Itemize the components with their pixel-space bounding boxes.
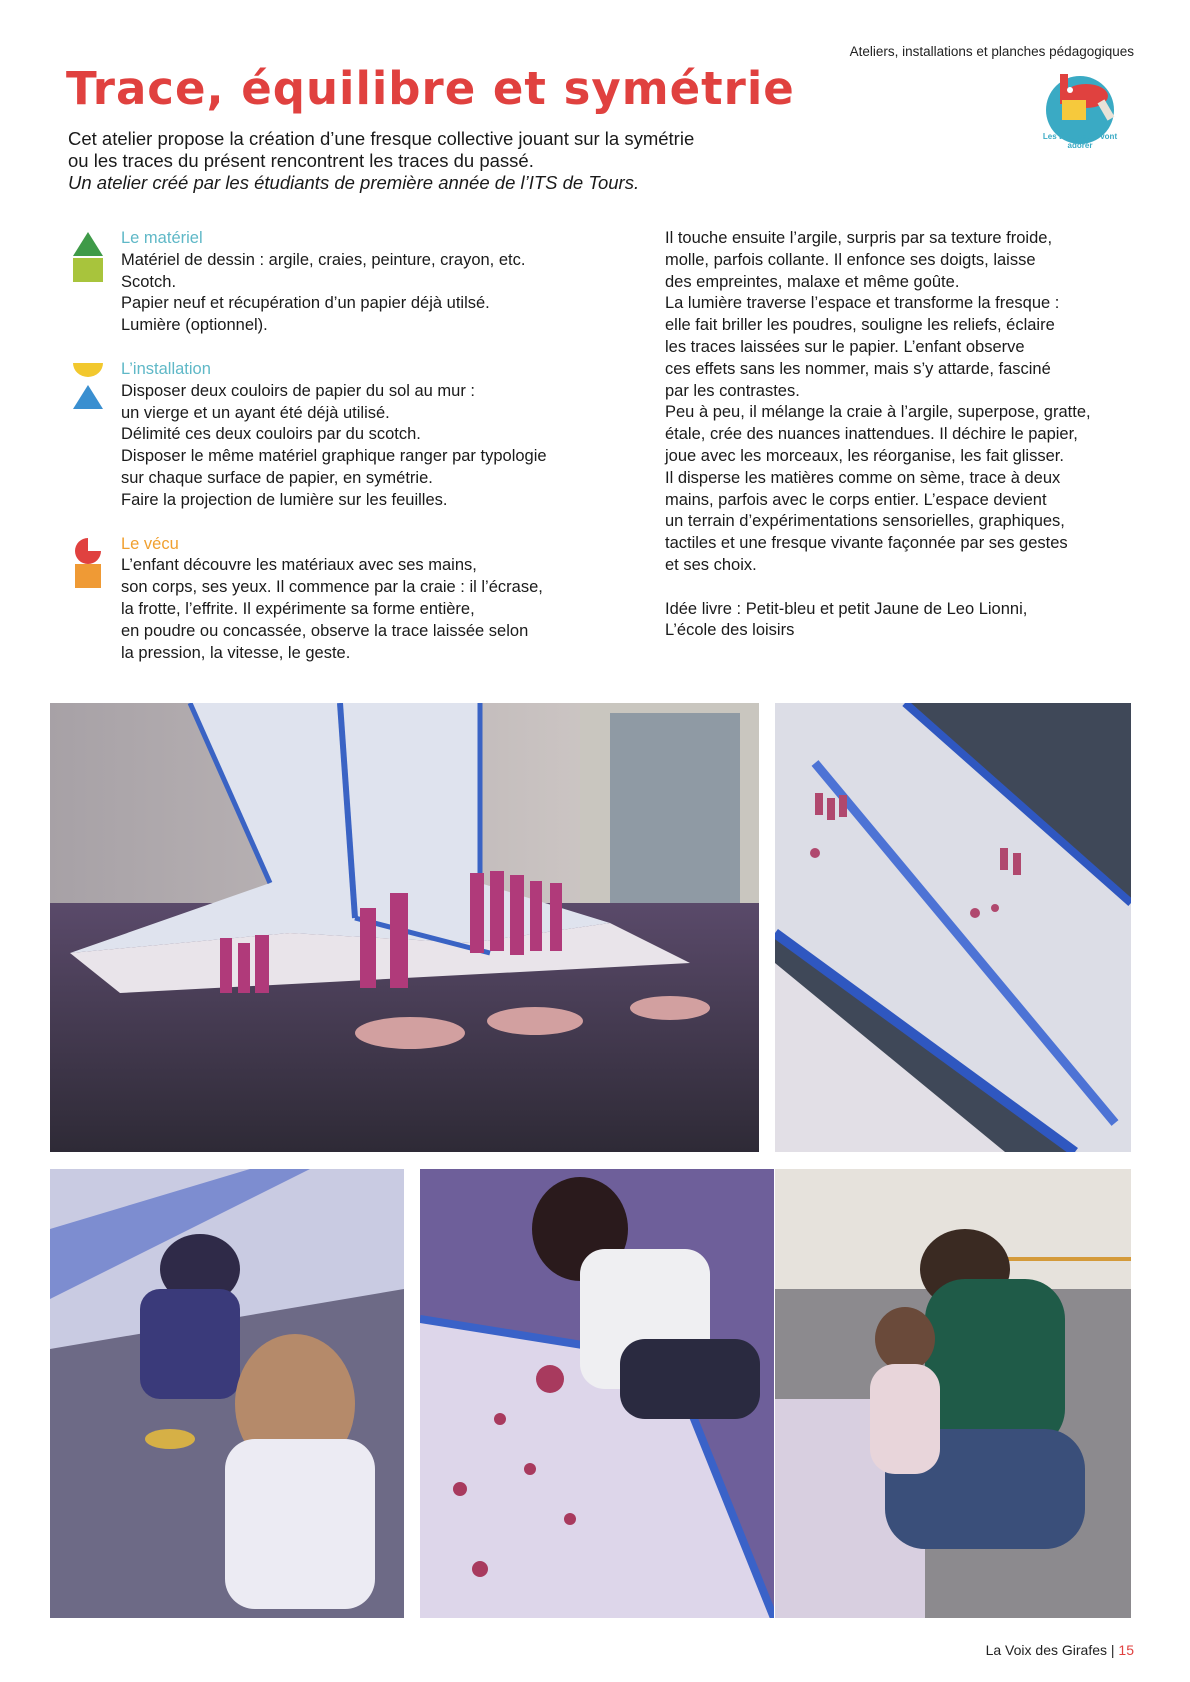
body-line: elle fait briller les poudres, souligne les reliefs, éclaire: [665, 316, 1055, 335]
intro-credit: Un atelier créé par les étudiants de première année de l’ITS de Tours.: [68, 172, 640, 193]
installation-line: Disposer le même matériel graphique ranger par typologie: [121, 447, 547, 466]
materiel-line: Matériel de dessin : argile, craies, peinture, crayon, etc.: [121, 250, 526, 269]
body-line: mains, parfois avec le corps entier. L’espace devient: [665, 490, 1047, 509]
body-line: molle, parfois collante. Il enfonce ses doigts, laisse: [665, 250, 1036, 269]
body-line: les traces laissées sur le papier. L’enfant observe: [665, 337, 1025, 356]
intro: [68, 128, 708, 194]
page-title: Trace, équilibre et symétrie: [66, 62, 795, 115]
installation-line: sur chaque surface de papier, en symétrie.: [121, 468, 433, 487]
materiel-line: Papier neuf et récupération d’un papier déjà utilsé.: [121, 294, 490, 313]
body-line: tactiles et une fresque vivante façonnée par ses gestes: [665, 534, 1068, 553]
body-line: et ses choix.: [665, 555, 757, 574]
body-line: par les contrastes.: [665, 381, 800, 400]
materiel-line: Scotch.: [121, 272, 177, 291]
page-number: 15: [1118, 1642, 1134, 1658]
body-line: La lumière traverse l’espace et transforme la fresque :: [665, 294, 1060, 313]
body-line: des empreintes, malaxe et même goûte.: [665, 272, 960, 291]
body-line: Il disperse les matières comme on sème, trace à deux: [665, 468, 1061, 487]
photo-installation-wide: [50, 703, 759, 1152]
installation-line: Délimité ces deux couloirs par du scotch.: [121, 425, 421, 444]
installation-line: Disposer deux couloirs de papier du sol au mur :: [121, 381, 476, 400]
vecu-line: en poudre ou concassée, observe la trace laissée selon: [121, 621, 529, 640]
book-idea-line: Idée livre : Petit-bleu et petit Jaune de Leo Lionni,: [665, 599, 1028, 618]
body-line: Il touche ensuite l’argile, surpris par sa texture froide,: [665, 229, 1053, 247]
circle-square-icon: [73, 538, 103, 592]
materiel-heading: Le matériel: [121, 229, 203, 247]
materiel-block: [121, 228, 641, 337]
page-footer: [986, 1642, 1134, 1658]
badge-text: Les tout-petits vont adorer: [1042, 132, 1118, 150]
vecu-line: L’enfant découvre les matériaux avec ses mains,: [121, 556, 477, 575]
section-label: Ateliers, installations et planches pédagogiques: [849, 44, 1134, 59]
photo-children-backview: [50, 1169, 404, 1618]
intro-text: Cet atelier propose la création d’une fresque collective jouant sur la symétrie ou les traces du présent rencontrent les traces du passé.: [68, 128, 695, 171]
body-line: étale, crée des nuances inattendues. Il déchire le papier,: [665, 425, 1078, 444]
left-column: [121, 228, 641, 686]
triangle-square-icon: [73, 232, 103, 286]
body-line: joue avec les morceaux, les réorganise, les fait glisser.: [665, 446, 1064, 465]
body-line: un terrain d’expérimentations sensorielles, graphiques,: [665, 512, 1065, 531]
materiel-line: Lumière (optionnel).: [121, 316, 268, 335]
vecu-line: son corps, ses yeux. Il commence par la craie : il l’écrase,: [121, 578, 543, 597]
installation-line: un vierge et un ayant été déjà utilisé.: [121, 403, 390, 422]
photo-child-drawing: [420, 1169, 774, 1618]
magazine-name: La Voix des Girafes |: [985, 1642, 1115, 1658]
vecu-heading: Le vécu: [121, 534, 179, 553]
vecu-line: la frotte, l’effrite. Il expérimente sa forme entière,: [121, 599, 475, 618]
body-line: Peu à peu, il mélange la craie à l’argile, superpose, gratte,: [665, 403, 1091, 422]
body-line: ces effets sans les nommer, mais s’y attarde, fasciné: [665, 359, 1051, 378]
installation-block: [121, 359, 641, 512]
installation-line: Faire la projection de lumière sur les feuilles.: [121, 490, 448, 509]
book-idea-line: L’école des loisirs: [665, 621, 795, 640]
vecu-line: la pression, la vitesse, le geste.: [121, 643, 351, 662]
installation-heading: L’installation: [121, 359, 211, 378]
photo-adult-toddler: [775, 1169, 1131, 1618]
hourglass-icon: [73, 363, 103, 417]
photo-strips-topview: [775, 703, 1131, 1152]
vecu-block: [121, 534, 641, 665]
right-column: [665, 228, 1135, 642]
